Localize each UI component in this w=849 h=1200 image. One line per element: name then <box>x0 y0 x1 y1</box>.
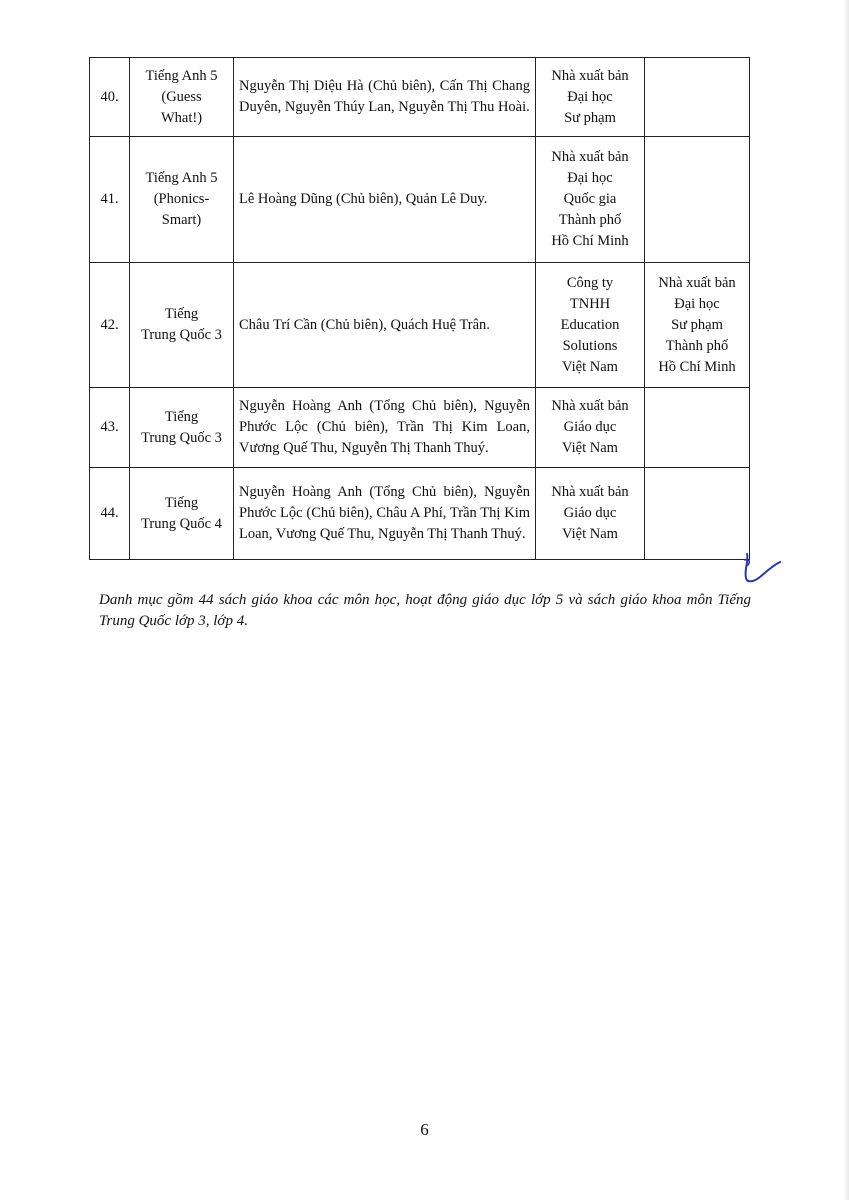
row-number: 44. <box>90 468 130 560</box>
book-authors: Nguyễn Thị Diệu Hà (Chủ biên), Cấn Thị Chang Duyên, Nguyễn Thúy Lan, Nguyễn Thị Thu Hoài. <box>234 58 536 137</box>
textbook-table <box>89 57 750 560</box>
publisher: Công ty TNHH Education Solutions Việt Nam <box>536 263 645 388</box>
row-number: 43. <box>90 388 130 468</box>
book-title: Tiếng Trung Quốc 3 <box>130 263 234 388</box>
catalog-note: Danh mục gồm 44 sách giáo khoa các môn học, hoạt động giáo dục lớp 5 và sách giáo khoa môn Tiếng Trung Quốc lớp 3, lớp 4. <box>99 592 751 629</box>
book-title: Tiếng Trung Quốc 4 <box>130 468 234 560</box>
scan-edge <box>843 0 849 1200</box>
page-number: 6 <box>420 1120 429 1139</box>
publisher: Nhà xuất bản Giáo dục Việt Nam <box>536 468 645 560</box>
row-number: 42. <box>90 263 130 388</box>
book-authors: Châu Trí Cần (Chủ biên), Quách Huệ Trân. <box>234 263 536 388</box>
table-row <box>90 137 750 263</box>
row-number: 41. <box>90 137 130 263</box>
co-publisher <box>645 137 750 263</box>
signature-mark <box>738 552 782 588</box>
table-row <box>90 468 750 560</box>
book-authors: Lê Hoàng Dũng (Chủ biên), Quản Lê Duy. <box>234 137 536 263</box>
publisher: Nhà xuất bản Đại học Sư phạm <box>536 58 645 137</box>
book-title: Tiếng Trung Quốc 3 <box>130 388 234 468</box>
book-title: Tiếng Anh 5 (Guess What!) <box>130 58 234 137</box>
publisher: Nhà xuất bản Giáo dục Việt Nam <box>536 388 645 468</box>
co-publisher <box>645 58 750 137</box>
table-row <box>90 263 750 388</box>
book-authors: Nguyễn Hoàng Anh (Tổng Chủ biên), Nguyễn Phước Lộc (Chủ biên), Châu A Phí, Trần Thị Kim Loan, Vương Quế Thu, Nguyễn Thị Thanh Thuý. <box>234 468 536 560</box>
co-publisher <box>645 468 750 560</box>
book-authors: Nguyễn Hoàng Anh (Tổng Chủ biên), Nguyễn Phước Lộc (Chủ biên), Trần Thị Kim Loan, Vương Quế Thu, Nguyễn Thị Thanh Thuý. <box>234 388 536 468</box>
table-row <box>90 388 750 468</box>
co-publisher: Nhà xuất bản Đại học Sư phạm Thành phố Hồ Chí Minh <box>645 263 750 388</box>
co-publisher <box>645 388 750 468</box>
publisher: Nhà xuất bản Đại học Quốc gia Thành phố Hồ Chí Minh <box>536 137 645 263</box>
table-row <box>90 58 750 137</box>
book-title: Tiếng Anh 5 (Phonics- Smart) <box>130 137 234 263</box>
row-number: 40. <box>90 58 130 137</box>
